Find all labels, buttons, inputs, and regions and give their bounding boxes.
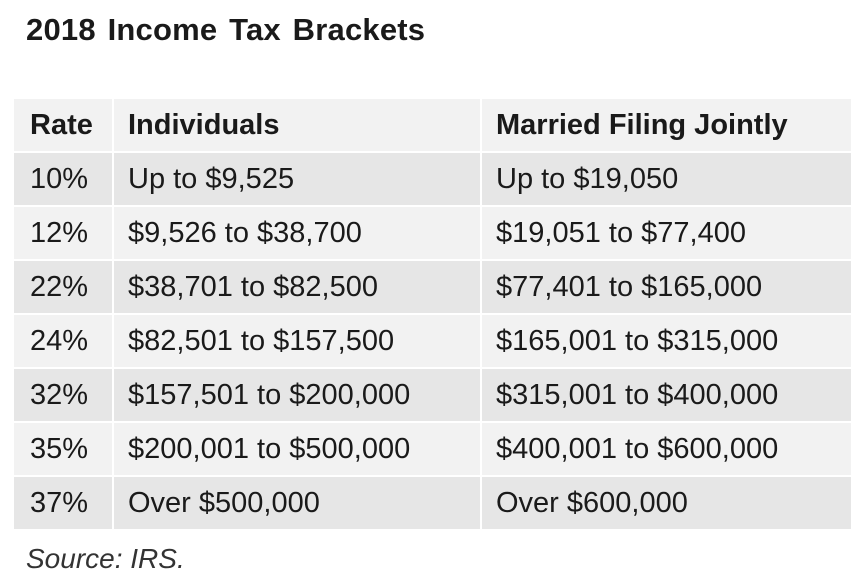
individuals-cell: $200,001 to $500,000 [114, 423, 480, 475]
married-cell: $400,001 to $600,000 [482, 423, 851, 475]
married-cell: $19,051 to $77,400 [482, 207, 851, 259]
married-cell: $165,001 to $315,000 [482, 315, 851, 367]
table-header-row [14, 99, 851, 151]
table-row [14, 423, 851, 475]
rate-cell: 24% [14, 315, 112, 367]
married-cell: Up to $19,050 [482, 153, 851, 205]
rate-cell: 37% [14, 477, 112, 529]
married-cell: $77,401 to $165,000 [482, 261, 851, 313]
table-row [14, 369, 851, 421]
table-row [14, 153, 851, 205]
individuals-cell: $38,701 to $82,500 [114, 261, 480, 313]
rate-cell: 32% [14, 369, 112, 421]
individuals-cell: $9,526 to $38,700 [114, 207, 480, 259]
rate-cell: 22% [14, 261, 112, 313]
rate-cell: 12% [14, 207, 112, 259]
individuals-cell: Over $500,000 [114, 477, 480, 529]
table-row [14, 477, 851, 529]
rate-cell: 35% [14, 423, 112, 475]
column-header-rate: Rate [14, 99, 112, 151]
tax-brackets-table [12, 97, 853, 531]
married-cell: $315,001 to $400,000 [482, 369, 851, 421]
page-title: 2018 Income Tax Brackets [26, 12, 426, 47]
rate-cell: 10% [14, 153, 112, 205]
individuals-cell: $82,501 to $157,500 [114, 315, 480, 367]
individuals-cell: $157,501 to $200,000 [114, 369, 480, 421]
individuals-cell: Up to $9,525 [114, 153, 480, 205]
column-header-married-filing-jointly: Married Filing Jointly [482, 99, 851, 151]
table-row [14, 315, 851, 367]
column-header-individuals: Individuals [114, 99, 480, 151]
source-note: Source: IRS. [26, 543, 185, 574]
table-row [14, 207, 851, 259]
table-row [14, 261, 851, 313]
married-cell: Over $600,000 [482, 477, 851, 529]
